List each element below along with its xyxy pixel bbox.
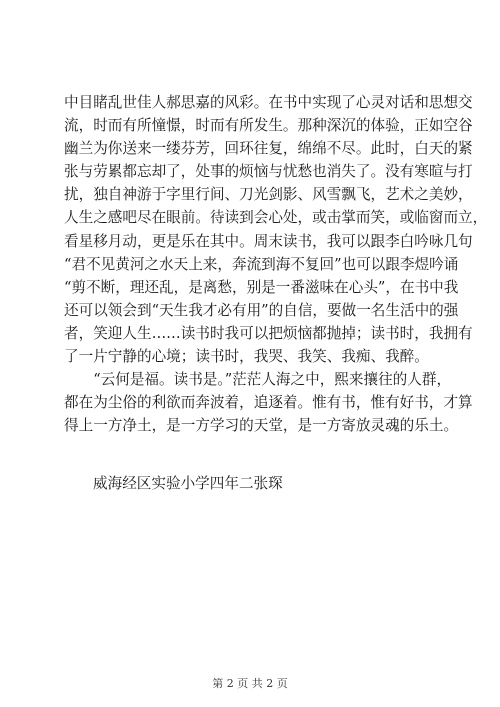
text-line: “剪不断，理还乱，是离愁，别是一番滋味在心头”，在书中我: [64, 278, 459, 296]
text-line: 还可以领会到“天生我才必有用”的自信，要做一名生活中的强: [64, 301, 459, 319]
text-line: 幽兰为你送来一缕芬芳，回环往复，绵绵不尽。此时，白天的紧: [64, 140, 473, 158]
text-line: “君不见黄河之水天上来，奔流到海不复回”也可以跟李煜吟诵: [64, 255, 459, 273]
document-body: [64, 91, 488, 437]
author-signature: 威海经区实验小学四年二张琛: [93, 475, 283, 492]
page-footer: 第 2 页 共 2 页: [212, 677, 288, 690]
text-line: 都在为尘俗的利欲而奔波着，追逐着。惟有书，惟有好书，才算: [64, 394, 473, 412]
text-line: 流，时而有所憧憬，时而有所发生。那种深沉的体验，正如空谷: [64, 117, 473, 135]
text-line: 扰，独自神游于字里行间、刀光剑影、风雪飘飞，艺术之美妙，: [64, 186, 473, 204]
text-line: 看星移月动，更是乐在其中。周末读书，我可以跟李白吟咏几句: [64, 232, 473, 250]
text-line: 人生之感吧尽在眼前。待读到会心处，或击掌而笑，或临窗而立，: [64, 209, 488, 227]
text-line: 中目睹乱世佳人郝思嘉的风彩。在书中实现了心灵对话和思想交: [64, 94, 473, 111]
paragraph-1: [64, 91, 488, 368]
paragraph-2: [64, 368, 473, 437]
text-line: “云何是福。读书是。”茫茫人海之中，熙来攘往的人群，: [64, 371, 452, 389]
text-line: 了一片宁静的心境；读书时，我哭、我笑、我痴、我醉。: [64, 348, 429, 366]
text-line: 者，笑迎人生……读书时我可以把烦恼都抛掉；读书时，我拥有: [64, 324, 473, 342]
text-line: 张与劳累都忘却了，处事的烦恼与忧愁也消失了。没有寒暄与打: [64, 163, 473, 181]
text-line: 得上一方净土，是一方学习的天堂，是一方寄放灵魂的乐土。: [64, 417, 459, 435]
